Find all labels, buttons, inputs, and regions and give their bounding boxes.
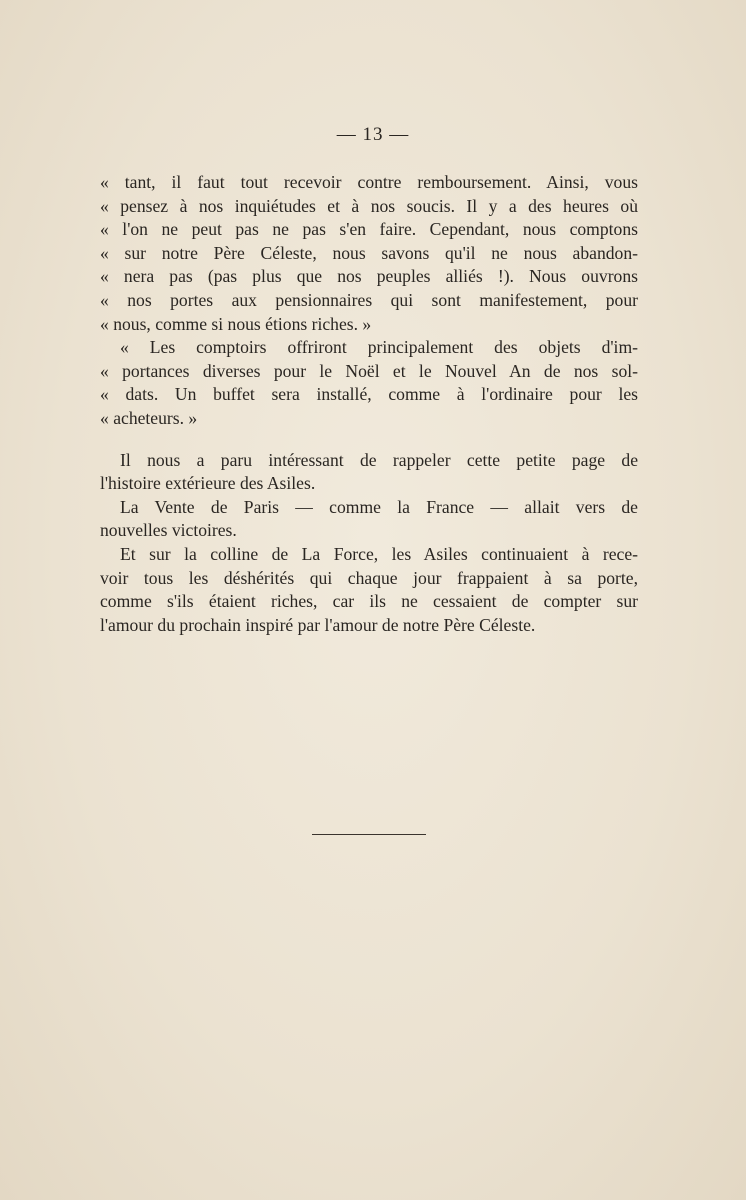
text-line: nouvelles victoires. (100, 520, 237, 541)
text-line: voir tous les déshérités qui chaque jour frappaient à sa porte, (100, 567, 638, 588)
page-number: — 13 — (336, 124, 410, 145)
paragraph-5 (100, 543, 638, 637)
text-line: Il nous a paru intéressant de rappeler cette petite page de (120, 449, 638, 470)
text-line: « nera pas (pas plus que nos peuples alliés !). Nous ouvrons (100, 266, 638, 287)
text-line: « dats. Un buffet sera installé, comme à l'ordinaire pour les (100, 384, 638, 405)
paragraph-3 (100, 449, 638, 496)
text-line: l'amour du prochain inspiré par l'amour de notre Père Céleste. (100, 614, 536, 635)
text-line: « Les comptoirs offriront principalement des objets d'im- (120, 337, 638, 358)
text-line: « pensez à nos inquiétudes et à nos soucis. Il y a des heures où (100, 195, 638, 216)
body-text (100, 171, 638, 637)
text-line: « portances diverses pour le Noël et le Nouvel An de nos sol- (100, 360, 638, 381)
text-line: « tant, il faut tout recevoir contre remboursement. Ainsi, vous (100, 172, 638, 192)
text-line: « acheteurs. » (100, 407, 198, 428)
paragraph-gap (100, 431, 638, 449)
paragraph-quote-1 (100, 171, 638, 336)
text-line: comme s'ils étaient riches, car ils ne cessaient de compter sur (100, 591, 638, 612)
text-line: « nos portes aux pensionnaires qui sont manifestement, pour (100, 289, 638, 310)
text-line: « l'on ne peut pas ne pas s'en faire. Cependant, nous comptons (100, 219, 638, 240)
text-line: « sur notre Père Céleste, nous savons qu'il ne nous abandon- (100, 242, 638, 263)
section-divider (312, 834, 426, 835)
text-line: « nous, comme si nous étions riches. » (100, 313, 372, 334)
text-line: La Vente de Paris — comme la France — allait vers de (120, 496, 638, 517)
text-line: Et sur la colline de La Force, les Asiles continuaient à rece- (120, 543, 638, 564)
text-line: l'histoire extérieure des Asiles. (100, 473, 316, 494)
paragraph-quote-2 (100, 336, 638, 430)
paragraph-4 (100, 496, 638, 543)
